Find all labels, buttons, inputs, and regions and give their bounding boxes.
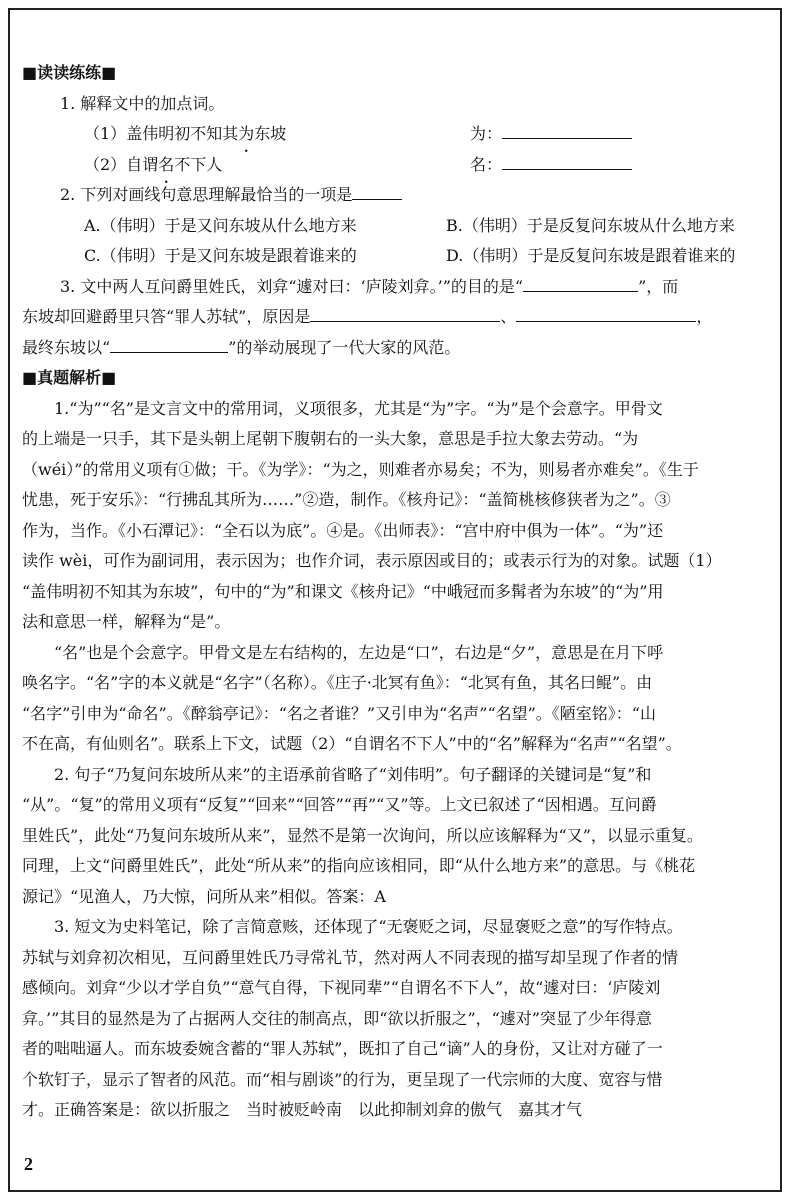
analysis-p2-line: “名字”引申为“命名”。《醉翁亭记》：“名之者谁？”又引申为“名声”“名望”。《陋室铭》：“山: [22, 703, 656, 723]
question-1-item-1: [22, 119, 774, 150]
analysis-p3-line: 2. 句子“乃复问东坡所从来”的主语承前省略了“刘伟明”。句子翻译的关键词是“复”和: [22, 764, 652, 784]
question-2-options-row-2: [22, 241, 774, 272]
analysis-p4-line: 个软钉子，显示了智者的风范。而“相与剧谈”的行为，更呈现了一代宗师的大度、宽容与惜: [22, 1069, 663, 1089]
question-3-text-3b: ”的举动展现了一代大家的风范。: [228, 337, 461, 357]
analysis-p1-line: 读作 wèi，可作为副词用，表示因为；也作介词，表示原因或目的；或表示行为的对象。试题（1）: [22, 551, 722, 570]
item-1-number: （1）: [84, 124, 127, 143]
analysis-p4-line: 感倾向。刘弇“少以才学自负”“意气自得，下视同辈”“自谓名不下人”，故“遽对曰：‘庐陵刘: [22, 978, 661, 997]
item-2-text-before: 自谓: [126, 154, 159, 174]
question-3-text-1a: 3. 文中两人互问爵里姓氏，刘弇“遽对曰：‘庐陵刘弇。’”的目的是“: [60, 276, 524, 296]
analysis-p4-line: 才。正确答案是：欲以折服之 当时被贬岭南 以此抑制刘弇的傲气 嘉其才气: [22, 1100, 583, 1119]
analysis-p4-line: 苏轼与刘弇初次相见，互问爵里姓氏乃寻常礼节，然对两人不同表现的描写却呈现了作者的情: [22, 947, 679, 967]
question-3-line-2: [22, 302, 774, 333]
analysis-p1-line: （wéi）”的常用义项有①做；干。《为学》：“为之，则难者亦易矣；不为，则易者亦难矣”。《生于: [22, 459, 699, 479]
question-3-line-3: [22, 333, 774, 364]
analysis-p3-line: 同理，上文“问爵里姓氏”，此处“所从来”的指向应该相同，即“从什么地方来”的意思。与《桃花: [22, 856, 696, 875]
analysis-p1-line: 作为，当作。《小石潭记》：“全石以为底”。④是。《出师表》：“宫中府中俱为一体”。“为”还: [22, 520, 664, 540]
analysis-p1-line: 法和意思一样，解释为“是”。: [22, 612, 231, 631]
question-3-text-3a: 最终东坡以“: [22, 337, 111, 357]
item-1-answer-label: 为：: [470, 124, 503, 143]
question-2-stem: [22, 180, 774, 211]
analysis-paragraph-2: [22, 638, 774, 760]
question-3-text-1b: ”，而: [638, 276, 679, 296]
question-1-item-2: [22, 150, 774, 181]
question-3-text-2a: 东坡却回避爵里只答“罪人苏轼”，原因是: [22, 307, 311, 326]
item-2-text-after: 不下人: [174, 154, 223, 174]
option-c[interactable]: C.（伟明）于是又问东坡是跟着谁来的: [84, 246, 357, 265]
analysis-p1-line: 的上端是一只手，其下是头朝上尾朝下腹朝右的一头大象，意思是手拉大象去劳动。“为: [22, 429, 639, 448]
question-2-options-row-1: [22, 211, 774, 242]
question-3-text-2b: 、: [500, 307, 517, 326]
analysis-p2-line: “名”也是个会意字。甲骨文是左右结构的，左边是“口”，右边是“夕”，意思是在月下呼: [22, 642, 664, 662]
option-a[interactable]: A.（伟明）于是又问东坡从什么地方来: [84, 215, 357, 235]
analysis-p1-line: 忧患，死于安乐》：“行拂乱其所为……”②造，制作。《核舟记》：“盖简桃核修狭者为之”。③: [22, 490, 671, 509]
analysis-p3-line: 源记》“见渔人，乃大惊，问所从来”相似。答案：A: [22, 886, 386, 906]
question-3-text-2c: ，: [696, 307, 713, 326]
analysis-paragraph-1: [22, 394, 774, 638]
question-3-blank-4[interactable]: [110, 336, 228, 353]
item-1-answer-blank[interactable]: [502, 122, 632, 139]
item-2-answer-blank[interactable]: [502, 153, 632, 170]
page-content: [22, 58, 774, 1126]
item-2-dotted-word: 名: [158, 154, 175, 174]
analysis-p4-line: 者的咄咄逼人。而东坡委婉含蓄的“罪人苏轼”，既扣了自己“谪”人的身份，又让对方碰了一: [22, 1039, 663, 1058]
analysis-p1-line: 1.“为”“名”是文言文中的常用词，义项很多，尤其是“为”字。“为”是个会意字。甲骨文: [22, 398, 663, 418]
analysis-p3-line: 里姓氏”，此处“乃复问东坡所从来”，显然不是第一次询问，所以应该解释为“又”，以显示重复。: [22, 825, 703, 845]
analysis-p2-line: 不在高，有仙则名”。联系上下文，试题（2）“自谓名不下人”中的“名”解释为“名声”“名望”。: [22, 734, 682, 753]
item-2-number: （2）: [84, 154, 127, 174]
section-heading-practice: ■读读练练■: [22, 63, 117, 82]
question-3-blank-3[interactable]: [516, 305, 696, 322]
question-2-stem-text: 2. 下列对画线句意思理解最恰当的一项是: [60, 185, 353, 204]
analysis-paragraph-3: [22, 760, 774, 913]
analysis-p3-line: “从”。“复”的常用义项有“反复”“回来”“回答”“再”“又”等。上文已叙述了“因相遇。互问爵: [22, 795, 657, 814]
item-1-text-after: 东坡: [254, 124, 287, 143]
analysis-p4-line: 弇。’”其目的显然是为了占据两人交往的制高点，即“欲以折服之”，“遽对”突显了少年得意: [22, 1008, 652, 1028]
item-1-dotted-word: 为: [238, 124, 255, 143]
option-b[interactable]: B.（伟明）于是反复问东坡从什么地方来: [446, 215, 735, 235]
analysis-paragraph-4: [22, 912, 774, 1126]
question-2-answer-blank[interactable]: [352, 183, 402, 200]
question-3-blank-2[interactable]: [310, 305, 500, 322]
item-2-answer-label: 名：: [470, 154, 503, 174]
item-1-text-before: 盖伟明初不知其: [126, 124, 239, 143]
option-d[interactable]: D.（伟明）于是反复问东坡是跟着谁来的: [446, 246, 736, 265]
analysis-p1-line: “盖伟明初不知其为东坡”，句中的“为”和课文《核舟记》“中峨冠而多髯者为东坡”的“为”用: [22, 581, 664, 601]
question-3-line-1: [22, 272, 774, 303]
analysis-p2-line: 唤名字。“名”字的本义就是“名字”（名称）。《庄子·北冥有鱼》：“北冥有鱼，其名曰鲲”。由: [22, 673, 653, 692]
question-1-stem: 1. 解释文中的加点词。: [60, 93, 225, 113]
analysis-p4-line: 3. 短文为史料笔记，除了言简意赅，还体现了“无褒贬之词，尽显褒贬之意”的写作特点。: [22, 917, 683, 936]
section-heading-analysis: ■真题解析■: [22, 368, 117, 387]
page-number: 2: [24, 1154, 33, 1174]
question-3-blank-1[interactable]: [523, 275, 638, 292]
